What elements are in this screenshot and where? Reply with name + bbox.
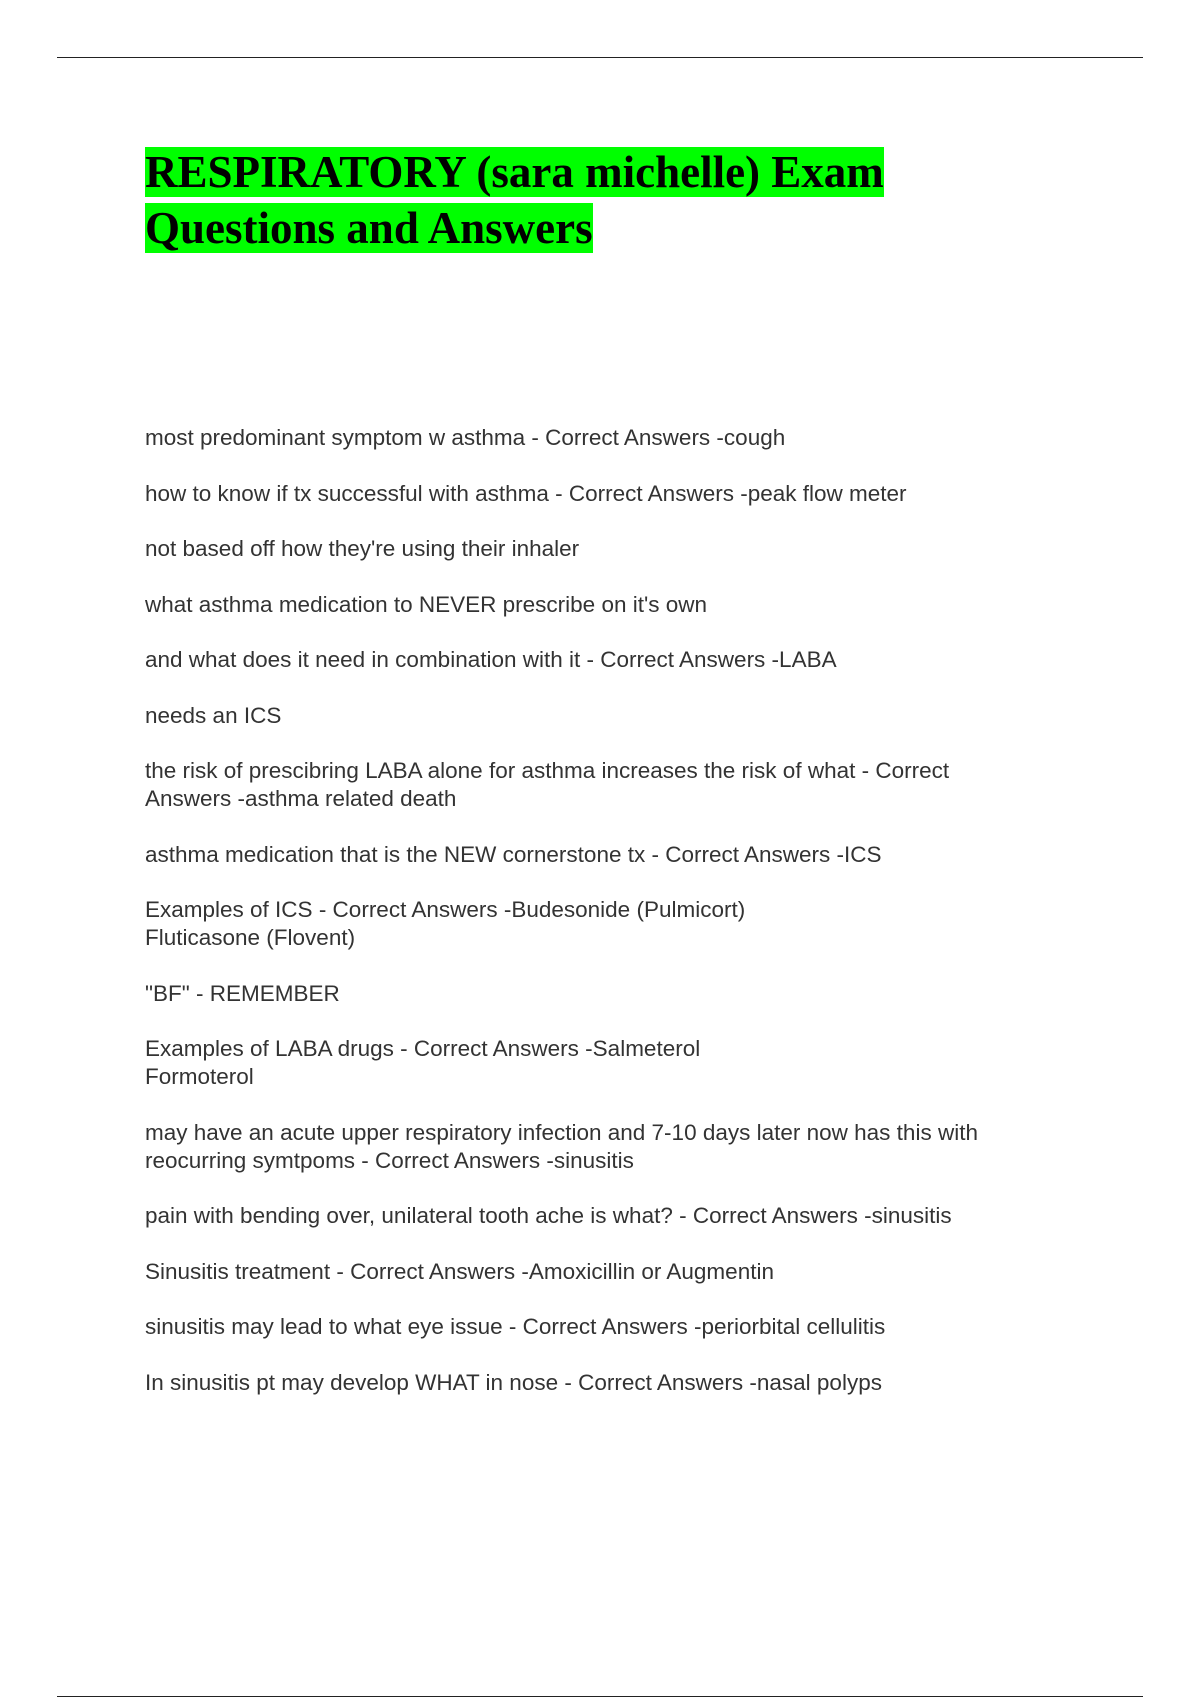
qa-item: sinusitis may lead to what eye issue - Correct Answers -periorbital cellulitis	[145, 1314, 886, 1339]
qa-item: "BF" - REMEMBER	[145, 980, 340, 1006]
qa-item: the risk of prescibring LABA alone for asthma increases the risk of what - Correct Answers -asthma related death	[145, 758, 950, 811]
top-rule	[57, 57, 1143, 58]
qa-item: In sinusitis pt may develop WHAT in nose - Correct Answers -nasal polyps	[145, 1369, 882, 1395]
qa-item: and what does it need in combination with it - Correct Answers -LABA	[145, 647, 837, 672]
qa-item: what asthma medication to NEVER prescribe on it's own	[145, 591, 708, 617]
document-title	[145, 144, 1045, 256]
qa-item: not based off how they're using their inhaler	[145, 536, 580, 561]
qa-item: pain with bending over, unilateral tooth ache is what? - Correct Answers -sinusitis	[145, 1203, 952, 1228]
qa-item: asthma medication that is the NEW cornerstone tx - Correct Answers -ICS	[145, 841, 882, 867]
title-line-2: Questions and Answers	[145, 203, 593, 253]
bottom-rule	[57, 1696, 1143, 1697]
qa-item: needs an ICS	[145, 702, 282, 728]
qa-item: most predominant symptom w asthma - Correct Answers -cough	[145, 425, 786, 450]
qa-item: how to know if tx successful with asthma - Correct Answers -peak flow meter	[145, 480, 907, 506]
qa-item: Examples of LABA drugs - Correct Answers -Salmeterol Formoterol	[145, 1036, 701, 1089]
qa-item: Sinusitis treatment - Correct Answers -Amoxicillin or Augmentin	[145, 1258, 774, 1284]
title-line-1: RESPIRATORY (sara michelle) Exam	[145, 147, 884, 197]
qa-item: Examples of ICS - Correct Answers -Budesonide (Pulmicort) Fluticasone (Flovent)	[145, 897, 746, 950]
qa-list	[145, 424, 1065, 1424]
qa-item: may have an acute upper respiratory infection and 7-10 days later now has this with reocurring symtpoms - Correct Answers -sinusitis	[145, 1119, 978, 1173]
